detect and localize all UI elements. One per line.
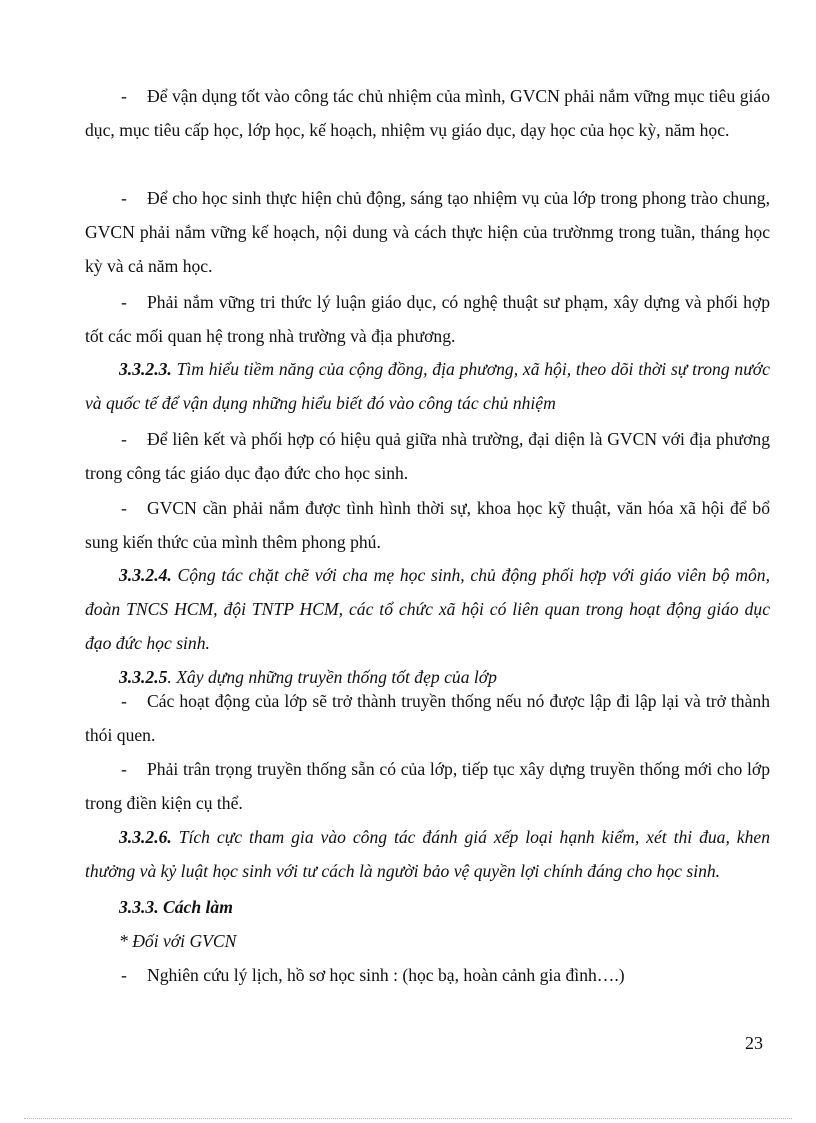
section-number: 3.3.2.6. bbox=[119, 827, 172, 847]
bullet-paragraph-6 bbox=[85, 684, 770, 752]
section-title: . Xây dựng những truyền thống tốt đẹp của lớp bbox=[167, 667, 497, 687]
bullet-text: Để cho học sinh thực hiện chủ động, sáng tạo nhiệm vụ của lớp trong phong trào chung, GVCN phải nắm vững kế hoạch, nội dung và cách thực hiện của trườnmg trong tuần, tháng học kỳ và cả năm học. bbox=[85, 188, 770, 276]
bullet-paragraph-1 bbox=[85, 79, 770, 147]
dash-marker: - bbox=[121, 498, 127, 518]
page-number: 23 bbox=[745, 1033, 763, 1053]
bullet-text: Phải trân trọng truyền thống sẵn có của lớp, tiếp tục xây dựng truyền thống mới cho lớp trong điền kiện cụ thể. bbox=[85, 759, 770, 813]
section-title: Tích cực tham gia vào công tác đánh giá xếp loại hạnh kiểm, xét thi đua, khen thưởng và kỷ luật học sinh với tư cách là người bảo vệ quyền lợi chính đáng cho học sinh. bbox=[85, 827, 770, 881]
bullet-text: Để vận dụng tốt vào công tác chủ nhiệm của mình, GVCN phải nắm vững mục tiêu giáo dục, mục tiêu cấp học, lớp học, kế hoạch, nhiệm vụ giáo dục, dạy học của học kỳ, năm học. bbox=[85, 86, 770, 140]
bullet-text: Các hoạt động của lớp sẽ trở thành truyền thống nếu nó được lập đi lập lại và trở thành thói quen. bbox=[85, 691, 770, 745]
dash-marker: - bbox=[121, 292, 127, 312]
bullet-paragraph-7 bbox=[85, 752, 770, 820]
section-heading-3-3-3 bbox=[85, 890, 770, 924]
bullet-paragraph-3 bbox=[85, 285, 770, 353]
section-heading-3-3-2-3 bbox=[85, 352, 770, 420]
bullet-text: Nghiên cứu lý lịch, hồ sơ học sinh : (học bạ, hoàn cảnh gia đình….) bbox=[147, 965, 625, 985]
dash-marker: - bbox=[121, 429, 127, 449]
subheading-text: * Đối với GVCN bbox=[119, 931, 237, 951]
section-heading-3-3-2-4 bbox=[85, 558, 770, 660]
section-title: Cộng tác chặt chẽ với cha mẹ học sinh, chủ động phối hợp với giáo viên bộ môn, đoàn TNCS HCM, đội TNTP HCM, các tổ chức xã hội có liên quan trong hoạt động giáo dục đạo đức học sinh. bbox=[85, 565, 770, 653]
section-number: 3.3.2.5 bbox=[119, 667, 168, 687]
section-number: 3.3.2.4. bbox=[119, 565, 172, 585]
bullet-paragraph-4 bbox=[85, 422, 770, 490]
section-title: 3.3.3. Cách làm bbox=[119, 897, 233, 917]
dash-marker: - bbox=[121, 188, 127, 208]
bullet-text: GVCN cần phải nắm được tình hình thời sự, khoa học kỹ thuật, văn hóa xã hội để bổ sung kiến thức của mình thêm phong phú. bbox=[85, 498, 770, 552]
dash-marker: - bbox=[121, 965, 127, 985]
dash-marker: - bbox=[121, 759, 127, 779]
bullet-paragraph-8 bbox=[85, 958, 770, 992]
bullet-text: Phải nắm vững tri thức lý luận giáo dục, có nghệ thuật sư phạm, xây dựng và phối hợp tốt các mối quan hệ trong nhà trường và địa phương. bbox=[85, 292, 770, 346]
bullet-paragraph-5 bbox=[85, 491, 770, 559]
section-heading-3-3-2-6 bbox=[85, 820, 770, 888]
dash-marker: - bbox=[121, 691, 127, 711]
bottom-dotted-divider bbox=[24, 1118, 792, 1119]
section-number: 3.3.2.3. bbox=[119, 359, 172, 379]
bullet-paragraph-2 bbox=[85, 181, 770, 283]
bullet-text: Để liên kết và phối hợp có hiệu quả giữa nhà trường, đại diện là GVCN với địa phương trong công tác giáo dục đạo đức cho học sinh. bbox=[85, 429, 770, 483]
subheading-gvcn bbox=[85, 924, 770, 958]
dash-marker: - bbox=[121, 86, 127, 106]
section-title: Tìm hiểu tiềm năng của cộng đồng, địa phương, xã hội, theo dõi thời sự trong nước và quốc tế để vận dụng những hiểu biết đó vào công tác chủ nhiệm bbox=[85, 359, 770, 413]
